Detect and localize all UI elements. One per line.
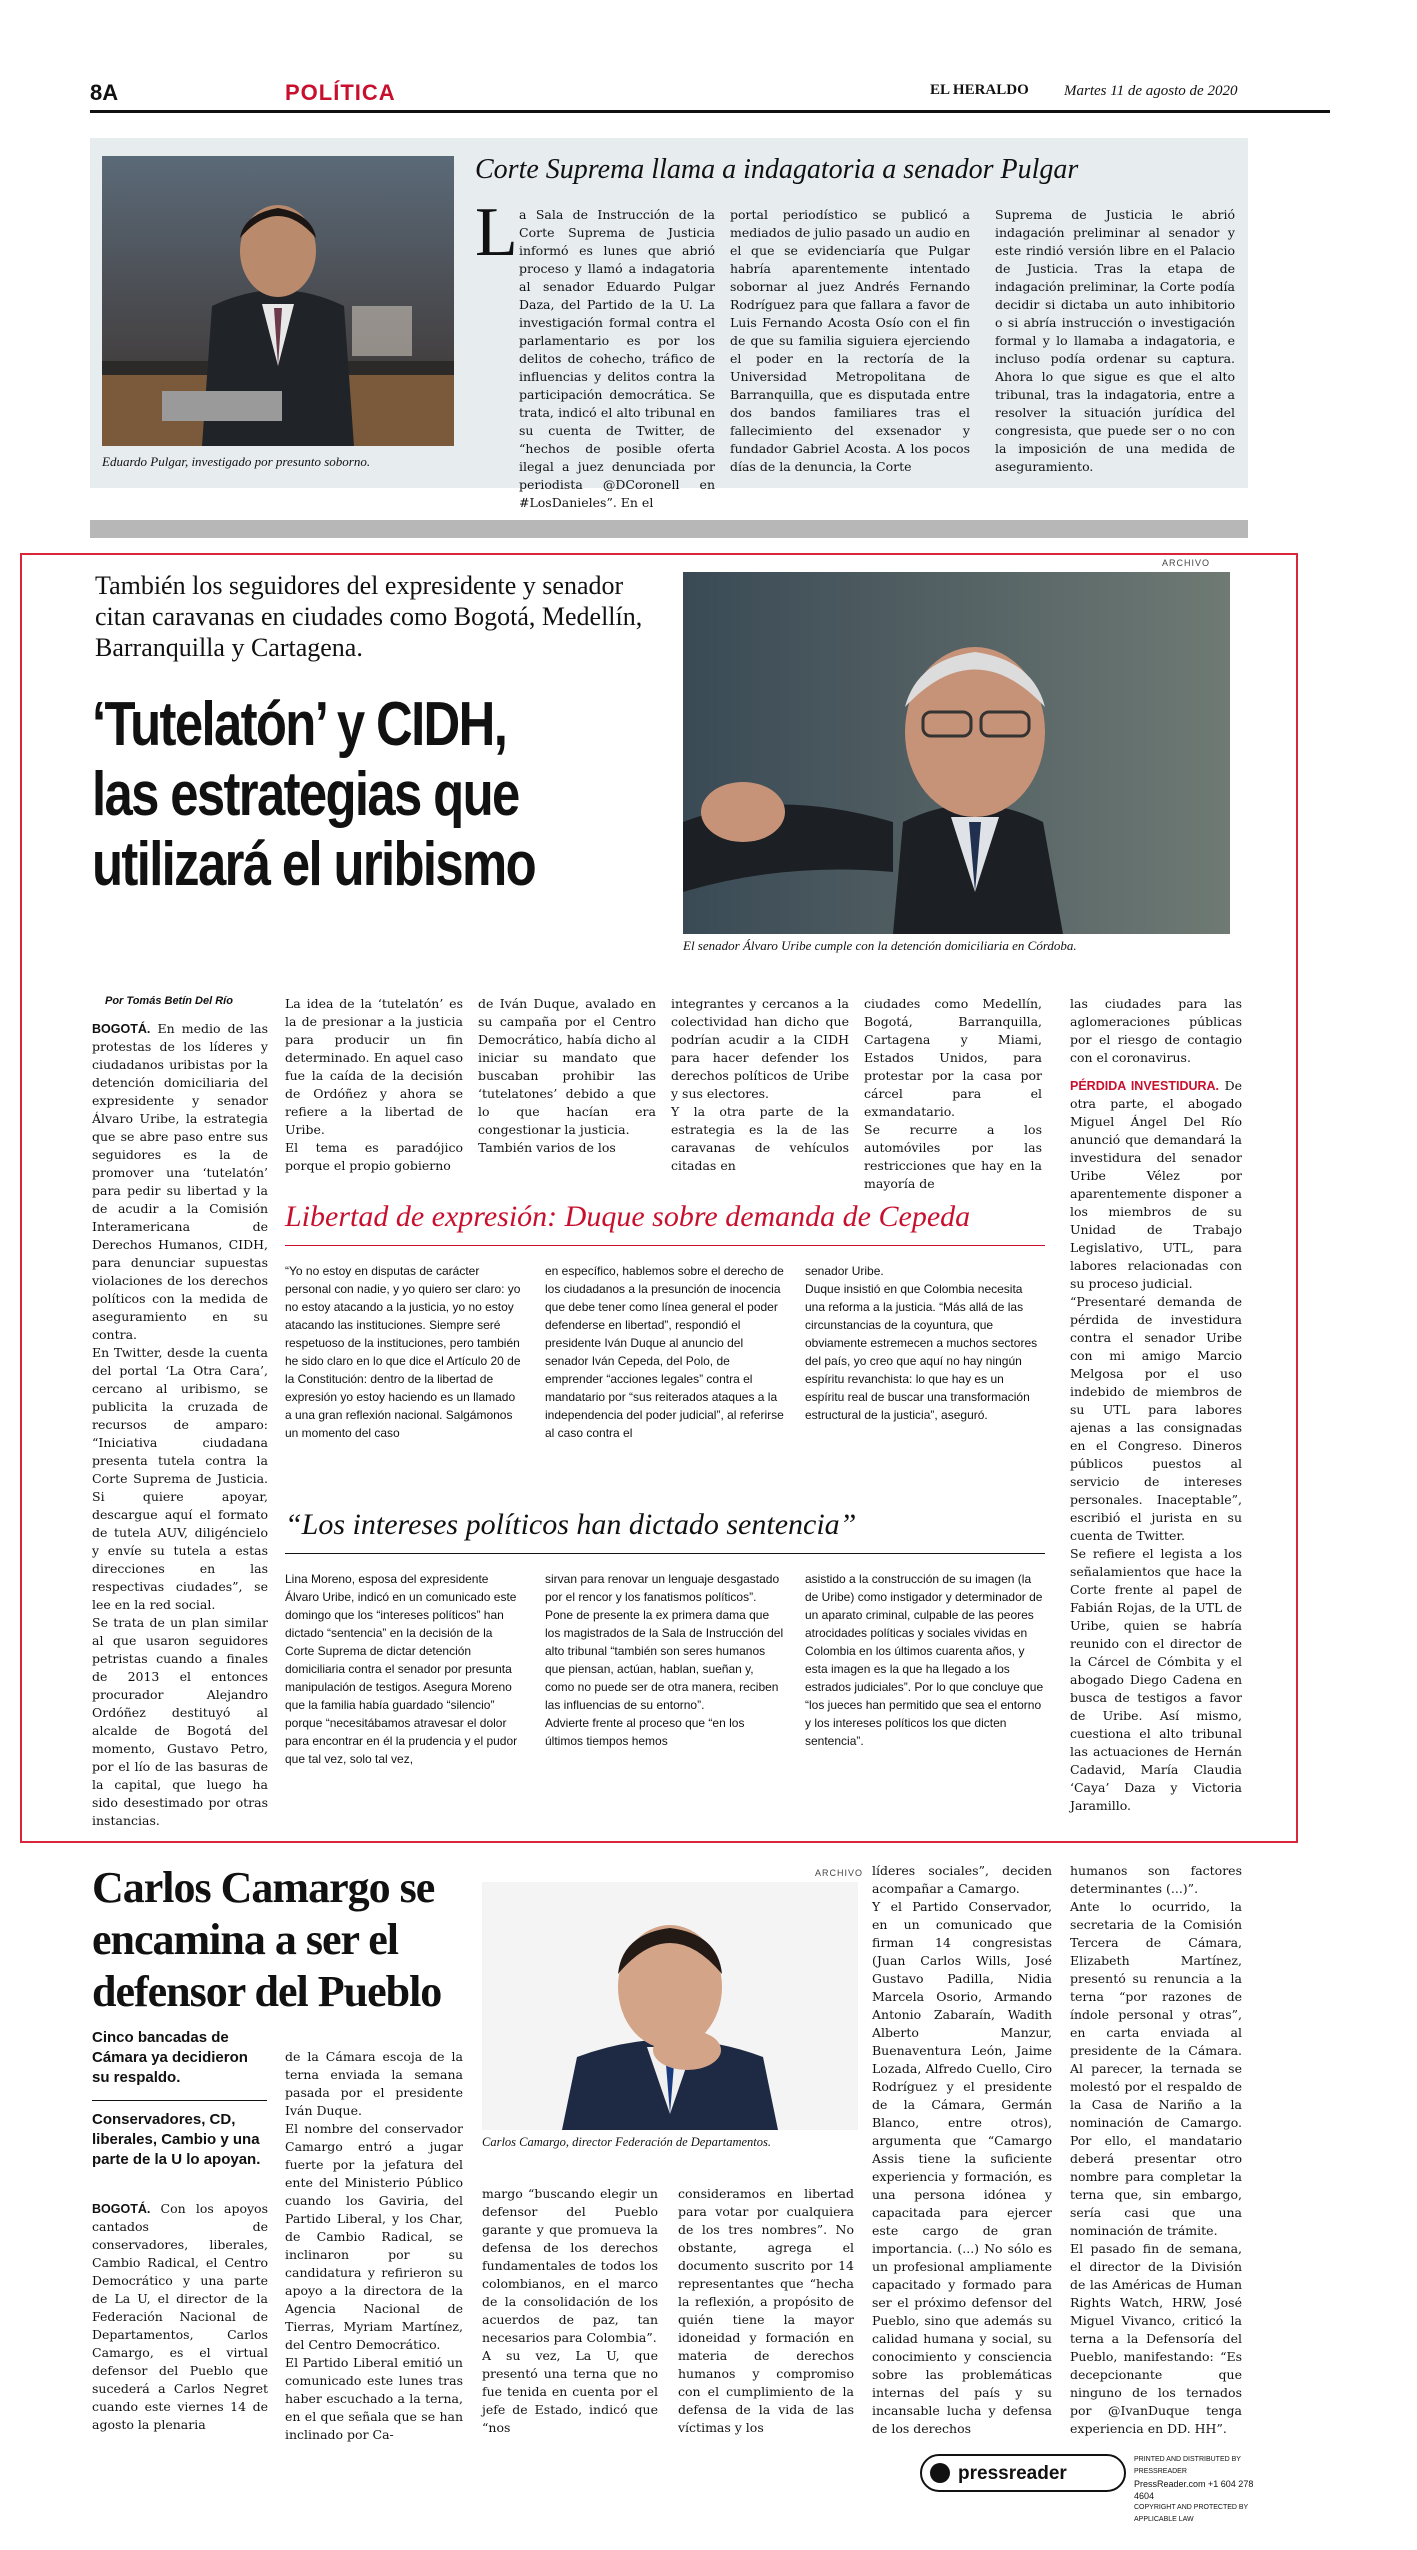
- camargo-column-1-text: [92, 2200, 268, 2434]
- uribe-column-6-text: [1070, 1077, 1242, 1815]
- sub1-title: Libertad de expresión: Duque sobre demanda de Cepeda: [285, 1200, 971, 1233]
- uribe-headline-line-3: utilizará el uribismo: [92, 830, 536, 899]
- camargo-column-4: consideramos en libertad para votar por cualquiera de los tres nombres”. No obstante, agrega el documento suscrito por 14 representantes que “hecha la reflexión, a propósito de quién tiene la mayor idoneidad y formación en materia de derechos humanos y compromiso con el cumplimiento de la defensa de la vida de las víctimas y los: [678, 2186, 854, 2435]
- sub2-title: “Los intereses políticos han dictado sentencia”: [285, 1508, 857, 1541]
- uribe-photo-credit: ARCHIVO: [1162, 558, 1211, 568]
- uribe-column-6: [1070, 995, 1242, 1825]
- uribe-kicker: También los seguidores del expresidente y senador citan caravanas en ciudades como Bogotá, Medellín, Barranquilla y Cartagena.: [95, 571, 643, 662]
- uribe-column-1-text: [92, 1020, 268, 1828]
- pulgar-photo-illustration: [102, 156, 454, 446]
- sub1-column-3: senador Uribe. Duque insistió en que Colombia necesita una reforma a la justicia. “Más allá de las circunstancias de la coyuntura, que obviamente estremecen a muchos sectores del país, yo creo que aquí no hay ningún espíritu revanchista: lo que hay es un espíritu real de buscar una transformación estructural de la justicia”, aseguró.: [805, 1264, 1038, 1422]
- camargo-column-6: humanos son factores determinantes (...)”. Ante lo ocurrido, la secretaria de la Comisión Tercera de Cámara, Elizabeth Martínez, presentó su renuncia a la terna “por razones de índole personal y otras”, en carta enviada al presidente de la Cámara. Al parecer, la ternada se molestó por el respaldo de la Casa de Nariño a la nominación de Camargo. Por ello, el mandatario deberá presentar otro nombre para completar la terna que, sin embargo, sería casi que una nominación de trámite. El pasado fin de semana, el director de la División de las Américas de Human Rights Watch, HRW, José Miguel Vivanco, criticó la terna a la Defensoría del Pueblo, manifestando: “Es decepcionante que ninguno de los ternados por @IvanDuque tenga experiencia en DD. HH”.: [1070, 1863, 1242, 2436]
- camargo-dateline: BOGOTÁ.: [92, 2202, 151, 2216]
- pulgar-column-1: [475, 194, 715, 510]
- pressreader-logo-text: pressreader: [958, 2463, 1067, 2484]
- camargo-headline-line-3: defensor del Pueblo: [92, 1967, 442, 2016]
- camargo-column-2: de la Cámara escoja de la terna enviada la semana pasada por el presidente Iván Duque. El nombre del conservador Camargo entró a jugar fuerte por la jefatura del ente del Ministerio Público cuando los Gaviria, del Partido Liberal, y los Char, de Cambio Radical, se inclinaron por su candidatura y refirieron su apoyo a la directora de la Agencia Nacional de Tierras, Myriam Martínez, del Centro Democrático. El Partido Liberal emitió un comunicado este lunes tras haber escuchado a la terna, en el que señala que se han inclinado por Ca-: [285, 2049, 463, 2442]
- camargo-column-1: [92, 2200, 268, 2490]
- pulgar-column-2: portal periodístico se publicó a mediados de julio pasado un audio en el que se evidenciaría que Pulgar habría aparentemente intentado sobornar al juez Andrés Fernando Rodríguez para que fallara a favor de Luis Fernando Acosta Osío con el fin de que su familia siguiera ejerciendo el poder en la rectoría de la Universidad Metropolitana de Barranquilla, que es disputada entre dos bandos familiares tras el fallecimiento del exsenador y fundador Gabriel Acosta. A los pocos días de la denuncia, la Corte: [730, 207, 970, 474]
- sub2-rule: [285, 1553, 1045, 1554]
- uribe-dateline: BOGOTÁ.: [92, 1022, 151, 1036]
- uribe-column-5: ciudades como Medellín, Bogotá, Barranquilla, Cartagena y Miami, Estados Unidos, para protestar por la casa por cárcel para el exmandatario. Se recurre a los automóviles por las restricciones que hay en la mayoría de: [864, 996, 1042, 1191]
- uribe-column-6-intro: las ciudades para las aglomeraciones públicas por el riesgo de contagio con el coronavirus.: [1070, 996, 1242, 1065]
- camargo-deck-rule: [92, 2100, 267, 2101]
- footer-info: [1134, 2454, 1254, 2526]
- pulgar-column-1-text: a Sala de Instrucción de la Corte Suprema de Justicia informó es lunes que abrió proceso y llamó a indagatoria al senador Eduardo Pulgar Daza, del Partido de la U. La investigación formal contra el parlamentario es por los delitos de cohecho, tráfico de influencias y delitos contra la participación democrática. Se trata, indicó el alto tribunal en su cuenta de Twitter, de “hechos de posible oferta ilegal a juez denunciada por periodista @DCoronell en #LosDanieles”. En el: [519, 207, 715, 510]
- camargo-deck-2: Conservadores, CD, liberales, Cambio y una parte de la U lo apoyan.: [92, 2111, 261, 2168]
- camargo-headline-line-1: Carlos Camargo se: [92, 1863, 435, 1912]
- sub1-rule: [285, 1245, 1045, 1246]
- pressreader-icon: [930, 2463, 950, 2483]
- uribe-headline: [92, 690, 568, 900]
- pulgar-caption: Eduardo Pulgar, investigado por presunto soborno.: [102, 454, 371, 469]
- camargo-photo: [482, 1882, 858, 2130]
- sub1-column-1: “Yo no estoy en disputas de carácter personal con nadie, y yo quiero ser claro: yo no estoy atacando a la justicia, yo no estoy atacando las instituciones. Siempre seré respetuoso de la instituciones, pero también he sido claro en lo que dice el Artículo 20 de la Constitución: dentro de la libertad de expresión yo estoy haciendo es un llamado a una gran reflexión nacional. Salgámonos un momento del caso: [285, 1264, 521, 1440]
- section-divider: [90, 520, 1248, 538]
- uribe-byline: Por Tomás Betín Del Río: [105, 995, 233, 1007]
- publication-name: EL HERALDO: [930, 82, 1029, 98]
- camargo-photo-illustration: [482, 1882, 858, 2130]
- uribe-column-6-tag: PÉRDIDA INVESTIDURA.: [1070, 1079, 1220, 1093]
- uribe-column-1-body: En medio de las protestas de los líderes y ciudadanos uribistas por la detención domiciliaria del expresidente y senador Álvaro Uribe, la estrategia que se abre paso entre sus seguidores es la de promover una ‘tutelatón’ para pedir su libertad y la de acudir a la Comisión Interamericana de Derechos Humanos, CIDH, para denunciar supuestas violaciones de los derechos políticos con la medida de aseguramiento en su contra. En Twitter, desde la cuenta del portal ‘La Otra Cara’, cercano al uribismo, se publicita la cruzada de recursos de amparo: “Iniciativa ciudadana presenta tutela contra la Corte Suprema de Justicia. Si quiere apoyar, descargue aquí el formato de tutela AUV, diligéncielo y envíe su tutela a estas direcciones en las respectivas ciudades”, se lee en la red social. Se trata de un plan similar al que usaron seguidores petristas cuando a finales de 2013 el entonces procurador Alejandro Ordóñez destituyó al alcalde de Bogotá del momento, Gustavo Petro, por el lío de las basuras de la capital, que luego ha sido desestimado por otras instancias.: [92, 1021, 268, 1828]
- uribe-caption: El senador Álvaro Uribe cumple con la detención domiciliaria en Córdoba.: [683, 938, 1077, 953]
- pulgar-article: [90, 138, 1248, 510]
- camargo-headline-line-2: encamina a ser el: [92, 1915, 399, 1964]
- sub2-column-1: Lina Moreno, esposa del expresidente Álvaro Uribe, indicó en un comunicado este domingo que los “intereses políticos” han dictado “sentencia” en la decisión de la Corte Suprema de dictar detención domiciliaria contra el senador por presunta manipulación de testigos. Asegura Moreno que la familia había guardado “silencio” porque “necesitábamos atravesar el dolor para encontrar en él la prudencia y el pudor que tal vez, solo tal vez,: [285, 1572, 518, 1766]
- publication-date: Martes 11 de agosto de 2020: [1064, 83, 1238, 99]
- sub2-column-2: sirvan para renovar un lenguaje desgastado por el rencor y los fanatismos políticos”. Pone de presente la ex primera dama que los magistrados de la Sala de Instrucción del alto tribunal “también son seres humanos que piensan, actúan, hablan, sueñan y, como no puede ser de otra manera, reciben las influencias de su entorno”. Advierte frente al proceso que “en los últimos tiempos hemos: [545, 1572, 784, 1748]
- uribe-photo-illustration: [683, 572, 1230, 934]
- footer-line-1: PRINTED AND DISTRIBUTED BY PRESSREADER: [1134, 2456, 1241, 2475]
- pressreader-badge[interactable]: [920, 2454, 1126, 2492]
- uribe-headline-line-2: las estrategias que: [92, 760, 519, 829]
- pulgar-photo: [102, 156, 454, 446]
- camargo-headline: [92, 1862, 492, 2018]
- sub1-column-2: en específico, hablemos sobre el derecho de los ciudadanos a la presunción de inocencia que debe tener como línea general el poder defenderse en libertad”, respondió el presidente Iván Duque al anuncio del senador Iván Cepeda, del Polo, de emprender “acciones legales” contra el mandatario por “sus reiterados ataques a la independencia del poder judicial”, al referirse al caso contra el: [545, 1264, 784, 1440]
- uribe-headline-line-1: ‘Tutelatón’ y CIDH,: [92, 690, 507, 759]
- uribe-column-6-body: De otra parte, el abogado Miguel Ángel Del Río anunció que demandará la investidura del senador Uribe Vélez por aparentemente disponer a los miembros de su Unidad de Trabajo Legislativo, UTL, para labores relacionadas con su proceso judicial. “Presentaré demanda de pérdida de investidura contra el senador Uribe con mi amigo Marcio Melgosa por el uso indebido de miembros de su UTL para labores ajenas a las consignadas en el Congreso. Dineros públicos puestos al servicio de intereses personales. Inaceptable”, escribió el jurista en su cuenta de Twitter. Se refiere el legista a los señalamientos que hace la Corte frente al papel de Fabián Rojas, de la UTL de Uribe, quien se habría reunido con el director de la Cárcel de Cómbita y el abogado Diego Cadena en busca de testigos a favor de Uribe. Así mismo, cuestiona el alto tribunal las actuaciones de Hernán Cadavid, María Claudia ‘Caya’ Daza y Victoria Jaramillo.: [1070, 1078, 1242, 1813]
- uribe-column-1: [92, 1020, 268, 1828]
- footer-line-3: COPYRIGHT AND PROTECTED BY APPLICABLE LAW: [1134, 2504, 1249, 2523]
- header-rule: [90, 110, 1330, 113]
- uribe-column-4: integrantes y cercanos a la colectividad han dicho que podrían acudir a la CIDH para hacer defender los derechos políticos de Uribe y sus electores. Y la otra parte de la estrategia es la de las caravanas de vehículos citadas en: [671, 996, 849, 1173]
- camargo-column-3: margo “buscando elegir un defensor del Pueblo garante y que promueva la defensa de los derechos fundamentales de todos los colombianos, en el marco de la consolidación de los acuerdos de paz, tan necesarios para Colombia”. A su vez, La U, que presentó una terna que no fue tenida en cuenta por el jefe de Estado, indicó que “nos: [482, 2186, 658, 2435]
- footer-line-2: PressReader.com +1 604 278 4604: [1134, 2479, 1254, 2501]
- pulgar-column-3: Suprema de Justicia le abrió indagación preliminar al senador y este rindió versión libre en el Palacio de Justicia. Tras la etapa de indagación preliminar, la Corte podía decidir si dictaba un auto inhibitorio o si abría instrucción o investigación formal y lo llamaba a indagatoria, e incluso podía ordenar su captura. Ahora lo que sigue es que el alto tribunal, tras la indagatoria, entre a resolver la situación jurídica del congresista, que puede ser o no con la imposición de una medida de aseguramiento.: [995, 207, 1235, 474]
- uribe-column-3: de Iván Duque, avalado en su campaña por el Centro Democrático, había dicho al iniciar su mandato que buscaban prohibir las ‘tutelatones’ debido a que lo que hacían era congestionar la justicia. También varios de los: [478, 996, 656, 1155]
- camargo-photo-credit: ARCHIVO: [815, 1868, 864, 1878]
- camargo-column-5: líderes sociales”, deciden acompañar a Camargo. Y el Partido Conservador, en un comunicado que firman 14 congresistas (Juan Carlos Wills, José Gustavo Padilla, Nidia Marcela Osorio, Armando Antonio Zabaraín, Wadith Alberto Manzur, Buenaventura León, Jaime Lozada, Alfredo Cuello, Ciro Rodríguez y el presidente de la Cámara, Germán Blanco, entre otros), argumenta que “Camargo Assis tiene la suficiente experiencia y formación, es una persona idónea y capacitada para ejercer este cargo de gran importancia. (...) No sólo es un profesional ampliamente capacitado y formado para ser el próximo defensor del Pueblo, sino que además su calidad humana y social, su conocimiento y consciencia sobre las problemáticas internas del país y su incansable lucha y defensa de los derechos: [872, 1863, 1052, 2436]
- camargo-column-1-body: Con los apoyos cantados de conservadores, liberales, Cambio Radical, el Centro Democrático y una parte de La U, el director de la Federación Nacional de Departamentos, Carlos Camargo, es el virtual defensor del Pueblo que sucederá a Carlos Negret cuando este viernes 14 de agosto la plenaria: [92, 2201, 268, 2432]
- pulgar-dropcap: L: [475, 194, 518, 271]
- sub2-column-3: asistido a la construcción de su imagen (la de Uribe) como instigador y determinador de un aparato criminal, culpable de las peores atrocidades políticas y sociales vividas en Colombia en los últimos cuarenta años, y esta imagen es la que ha llegado a los estrados judiciales”. Por lo que concluye que “los jueces han permitido que sea el entorno y los intereses políticos los que dicten sentencia”.: [805, 1572, 1044, 1748]
- section-name: POLÍTICA: [285, 80, 396, 105]
- page-number: 8A: [90, 80, 119, 105]
- pulgar-title: Corte Suprema llama a indagatoria a senador Pulgar: [475, 154, 1079, 185]
- camargo-deck-1: Cinco bancadas de Cámara ya decidieron su respaldo.: [92, 2029, 248, 2086]
- camargo-caption: Carlos Camargo, director Federación de Departamentos.: [482, 2135, 771, 2149]
- uribe-column-2: La idea de la ‘tutelatón’ es la de presionar a la justicia para producir un fin determinado. En aquel caso fue la caída de la decisión de Ordóñez y ahora se refiere a la libertad de Uribe. El tema es paradójico porque el propio gobierno: [285, 996, 463, 1173]
- uribe-photo: [683, 572, 1230, 934]
